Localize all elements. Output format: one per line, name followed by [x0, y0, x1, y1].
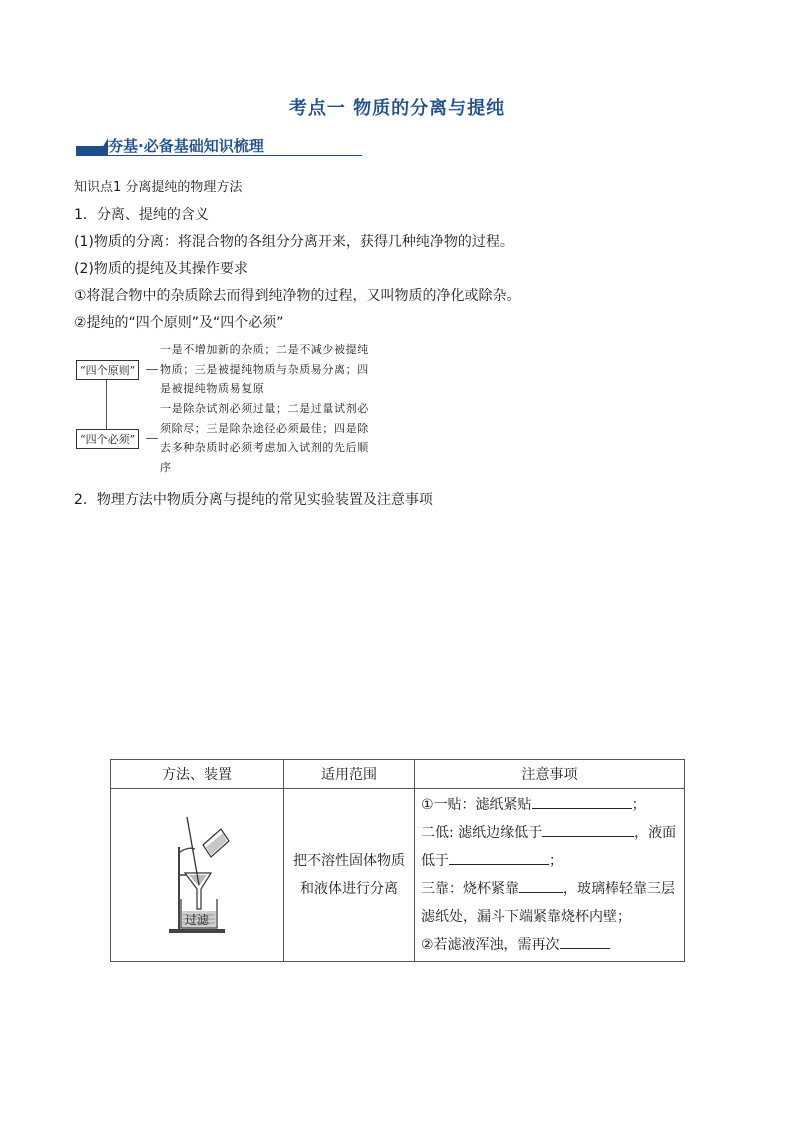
note2-text: 二低: 滤纸边缘低于 — [421, 825, 543, 841]
note3-suffix: ，玻璃棒轻靠三层滤纸处，漏斗下端紧靠烧杯内壁； — [421, 881, 675, 925]
note-one-stick — [421, 791, 678, 819]
blank-4[interactable] — [519, 876, 563, 893]
musts-text: 一是除杂试剂必须过量；二是过量试剂必须除尽；三是除杂途径必须最佳；四是除去多种杂质时必须考虑加入试剂的先后顺序 — [160, 402, 369, 474]
blank-5[interactable] — [560, 932, 610, 949]
blank-1[interactable] — [532, 792, 632, 809]
note-turbid — [421, 931, 678, 959]
knowledge-point-heading: 知识点1 分离提纯的物理方法 — [74, 180, 243, 195]
principles-diagram — [74, 340, 374, 480]
methods-table — [110, 759, 685, 962]
scope-cell: 把不溶性固体物质和液体进行分离 — [284, 789, 415, 962]
note2-suffix: ； — [549, 853, 563, 869]
note2-mid: ，液面低于 — [421, 825, 677, 869]
apparatus-cell — [111, 789, 284, 962]
note1-suffix: ； — [631, 797, 646, 813]
page-title: 考点一 物质的分离与提纯 — [288, 98, 506, 119]
header-notes: 注意事项 — [415, 760, 685, 789]
diagram-arrow-1 — [146, 369, 158, 370]
heading-1: 1．分离、提纯的含义 — [74, 207, 209, 223]
section-marker-slant — [98, 138, 108, 155]
note-two-low — [421, 819, 678, 875]
box-four-musts: “四个必须” — [76, 429, 139, 449]
section-title: 夯基·必备基础知识梳理 — [108, 137, 264, 155]
paragraph-principles: ②提纯的“四个原则”及“四个必须” — [74, 315, 284, 331]
box-four-principles: “四个原则” — [76, 360, 139, 380]
blank-2[interactable] — [542, 820, 634, 837]
paragraph-purification-def: ①将混合物中的杂质除去而得到纯净物的过程，又叫物质的净化或除杂。 — [74, 288, 521, 304]
section-header — [76, 132, 362, 158]
paragraph-separation: (1)物质的分离：将混合物的各组分分离开来，获得几种纯净物的过程。 — [74, 234, 514, 250]
note1-text: ①一贴：滤纸紧贴 — [421, 797, 532, 813]
table-row — [111, 789, 685, 962]
header-method: 方法、装置 — [111, 760, 284, 789]
heading-2: 2．物理方法中物质分离与提纯的常见实验装置及注意事项 — [74, 492, 433, 508]
principles-text: 一是不增加新的杂质；二是不减少被提纯物质；三是被提纯物质与杂质易分离；四是被提纯物质易复原 — [160, 343, 369, 395]
note4-text: ②若滤液浑浊，需再次 — [421, 937, 560, 953]
apparatus-label: 过滤 — [184, 913, 209, 927]
note3-text: 三靠：烧杯紧靠 — [421, 881, 519, 897]
table-header-row — [111, 760, 685, 789]
header-scope: 适用范围 — [284, 760, 415, 789]
section-rule — [76, 155, 362, 156]
blank-3[interactable] — [449, 848, 549, 865]
notes-cell — [415, 789, 685, 962]
note-three-lean — [421, 875, 678, 931]
diagram-arrow-2 — [146, 438, 158, 439]
paragraph-purification: (2)物质的提纯及其操作要求 — [74, 261, 248, 277]
